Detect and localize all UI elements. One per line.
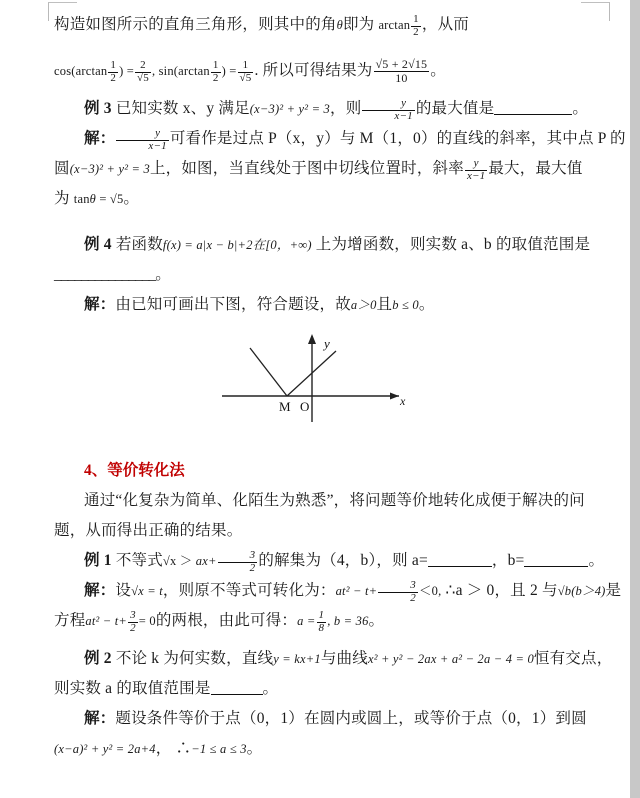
s4-example2-statement-line2 xyxy=(54,674,584,704)
piecewise-absolute-value-graph xyxy=(204,326,434,426)
cos-arctan-expression xyxy=(54,59,254,85)
period-mark: 。 xyxy=(368,612,385,629)
condition-a-positive: a ＞ 0 xyxy=(455,582,495,599)
circle-word: 圆 xyxy=(54,160,70,177)
s4-example1-solution-line2 xyxy=(54,606,584,636)
paragraph-intro-line1 xyxy=(54,10,584,40)
example4-interval: [0，+∞) xyxy=(265,238,312,252)
fraction-numerator: 2 xyxy=(140,59,146,72)
sol-text-d: 是 xyxy=(605,582,622,599)
transformed-inequality xyxy=(335,579,442,605)
solution-label: 解： xyxy=(84,130,116,147)
substitution-equation: √x = t xyxy=(131,584,163,598)
spacer xyxy=(54,40,584,56)
s4-example1-label: 例 1 xyxy=(84,552,112,569)
sqrt-5-value: √5 xyxy=(109,192,124,206)
example3-solution-text-c: 最大，最大值 xyxy=(488,160,583,177)
s4-example2-solution-text: 题设条件等价于点（0，1）在圆内或圆上，或等价于点（0，1）到圆 xyxy=(115,710,587,727)
s4-example1-stem-c: ，b= xyxy=(491,552,525,569)
sqrt-b-condition: √b(b＞4) xyxy=(557,584,606,598)
answer-blank xyxy=(211,694,263,695)
example3-solution-line2 xyxy=(54,154,584,184)
example3-stem-d: 。 xyxy=(572,100,589,117)
fraction-denominator: x−1 xyxy=(466,170,486,183)
example3-label: 例 3 xyxy=(84,100,112,117)
period-mark: 。 xyxy=(430,62,446,79)
fraction-denominator: 2 xyxy=(110,72,117,85)
example3-solution-line3 xyxy=(54,184,584,214)
theta-symbol: θ xyxy=(89,192,96,206)
intro-text-b: 即为 xyxy=(342,16,375,33)
s4-example2-stem-c: 恒有交点， xyxy=(533,650,613,667)
example3-solution-text-b: 上，如图，当直线处于图中切线位置时，斜率 xyxy=(149,160,464,177)
fraction-numerator: 3 xyxy=(130,609,136,622)
equals-2: ) = xyxy=(221,64,237,78)
example4-solution-text-b: 且 xyxy=(376,296,393,313)
solution-label: 解： xyxy=(84,296,116,313)
curve-equation: x² + y² − 2ax + a² − 2a − 4 = 0 xyxy=(367,652,534,666)
example4-stem-a: 若函数 xyxy=(115,236,163,253)
period-mark: 。 xyxy=(588,552,605,569)
intro-text-a: 构造如图所示的直角三角形，则其中的角 xyxy=(54,16,337,33)
fraction-numerator: 1 xyxy=(242,59,249,72)
answer-range: −1 ≤ a ≤ 3 xyxy=(191,742,247,756)
example4-statement-line1 xyxy=(54,230,591,260)
quadratic-lhs: at² − t+ xyxy=(85,614,128,628)
fraction-denominator: 10 xyxy=(374,71,430,85)
line-equation: y = kx+1 xyxy=(273,652,321,666)
s4-example2-statement-line1 xyxy=(54,644,613,674)
fraction-numerator: 1 xyxy=(413,13,419,26)
equation-word: 方程 xyxy=(54,612,86,629)
fraction-denominator: 2 xyxy=(378,592,418,605)
s4-example1-stem-a: 不等式 xyxy=(115,552,163,569)
x-axis-arrow xyxy=(390,393,399,400)
period-mark: 。 xyxy=(123,190,140,207)
example3-statement xyxy=(54,94,589,124)
example4-statement-line2 xyxy=(54,260,584,290)
final-answer-values xyxy=(297,609,369,635)
solution-label: 解： xyxy=(84,582,116,599)
example3-stem-a: 已知实数 x、y 满足 xyxy=(115,100,250,117)
example4-stem-c: 上为增函数，则实数 a、b 的取值范围是 xyxy=(315,236,591,253)
example4-label: 例 4 xyxy=(84,236,112,253)
intro-text-c: ，从而 xyxy=(421,16,469,33)
a-equals: a = xyxy=(297,614,316,628)
fraction-denominator: √5 xyxy=(137,72,149,85)
fraction-numerator: 3 xyxy=(410,579,416,592)
example3-equation: (x−3)² + y² = 3 xyxy=(249,102,330,116)
s4-example1-stem-b: 的解集为（4，b），则 a= xyxy=(258,552,428,569)
theta-symbol: θ xyxy=(336,18,343,32)
fraction-one-half-3 xyxy=(211,60,221,84)
period-mark: 。 xyxy=(418,296,435,313)
equals-sign: = xyxy=(99,192,107,206)
ax-term: ax+ xyxy=(195,554,217,568)
fraction-denominator: 2 xyxy=(212,72,219,85)
fraction-denominator: x−1 xyxy=(116,140,168,153)
paragraph-intro-line2 xyxy=(54,56,584,86)
answer-blank xyxy=(494,114,572,115)
fraction-numerator: 3 xyxy=(249,549,256,562)
example3-circle-equation: (x−3)² + y² = 3 xyxy=(69,162,150,176)
fraction-numerator: y xyxy=(473,157,479,170)
text-boundary-corner-top-right xyxy=(581,2,610,21)
arctan-expression xyxy=(378,13,421,39)
fraction-1-over-8 xyxy=(317,610,327,634)
spacer xyxy=(54,214,584,230)
fraction-final-result xyxy=(374,58,430,84)
circle-standard-equation: (x−a)² + y² = 2a+4 xyxy=(54,742,156,756)
fraction-denominator: √5 xyxy=(239,72,252,85)
example3-solution-line1 xyxy=(54,124,626,154)
sqrt-x: √x xyxy=(162,554,177,568)
fraction-1-over-root5 xyxy=(238,60,254,84)
quadratic-equation xyxy=(85,609,156,635)
equals-1: ) = xyxy=(119,64,134,78)
fraction-numerator: 1 xyxy=(110,59,117,72)
answer-blank-b xyxy=(524,566,588,567)
fraction-numerator: 1 xyxy=(212,59,219,72)
s4-example2-label: 例 2 xyxy=(84,650,112,667)
sol-text-a: 设 xyxy=(115,582,132,599)
section4-paragraph-line2: 题，从而得出正确的结果。 xyxy=(54,522,243,539)
s4-example1-statement xyxy=(54,546,605,576)
inequality-rhs: ＜0, xyxy=(418,584,442,598)
solution-fraction-1 xyxy=(116,128,168,152)
cos-label: cos(arctan xyxy=(54,64,108,78)
s4-example1-inequality xyxy=(162,549,258,575)
fraction-numerator: √5 + 2√15 xyxy=(375,56,428,71)
example4-in-word: 在 xyxy=(252,238,266,252)
tan-label: tan xyxy=(73,192,90,206)
fraction-3-over-2-c xyxy=(128,610,138,634)
example4-condition-a: a＞0 xyxy=(350,298,377,312)
example3-fraction xyxy=(362,98,414,122)
arctan-label: arctan xyxy=(378,18,411,32)
sol-text-c: ，且 2 与 xyxy=(494,582,558,599)
comma-mark: ， xyxy=(155,740,172,757)
fraction-one-half-2 xyxy=(108,60,118,84)
label-y-axis: y xyxy=(324,336,330,351)
spacer xyxy=(54,86,584,94)
s4-example2-stem-d: 则实数 a 的取值范围是 xyxy=(54,680,211,697)
example4-solution xyxy=(54,290,584,320)
example3-stem-c: 的最大值是 xyxy=(415,100,495,117)
graph-left-ray xyxy=(250,348,287,396)
section-heading-4: 4、等价转化法 xyxy=(84,462,185,479)
label-O: O xyxy=(300,399,310,414)
y-axis-arrow xyxy=(308,334,316,344)
solution-label: 解： xyxy=(84,710,116,727)
example4-function: f(x) = a|x − b|+2 xyxy=(162,238,253,252)
therefore-symbol: ∴ xyxy=(445,582,456,599)
example3-solution-text-d: 为 xyxy=(54,190,70,207)
period-mark: 。 xyxy=(155,266,171,283)
fraction-3-over-2-b xyxy=(378,580,418,604)
s4-example1-solution-line1 xyxy=(54,576,622,606)
fraction-numerator: y xyxy=(401,97,407,110)
section4-paragraph-line1: 通过“化复杂为简单、化陌生为熟悉”，将问题等价地转化成便于解决的问 xyxy=(84,492,585,509)
sol-text-b: ，则原不等式可转化为： xyxy=(162,582,336,599)
greater-than-sign: ＞ xyxy=(179,554,193,568)
period-mark: 。 xyxy=(262,680,279,697)
fraction-numerator: y xyxy=(155,127,161,140)
label-M: M xyxy=(279,399,291,414)
result-text: . 所以可得结果为 xyxy=(254,62,373,79)
sin-label: , sin(arctan xyxy=(151,64,210,78)
answer-blank-a xyxy=(428,566,492,567)
quadratic-lhs: at² − t+ xyxy=(335,584,378,598)
example3-solution-text-a: 可看作是过点 P（x，y）与 M（1，0）的直线的斜率，其中点 P 的 xyxy=(169,130,626,147)
solution-fraction-2 xyxy=(465,158,487,182)
quadratic-rhs: = 0 xyxy=(138,614,156,628)
example4-solution-text-a: 由已知可画出下图，符合题设，故 xyxy=(115,296,351,313)
fraction-denominator: 8 xyxy=(318,622,325,635)
b-equals: , b = 36 xyxy=(327,614,369,628)
therefore-symbol: ∴ xyxy=(175,740,192,757)
s4-example2-stem-b: 与曲线 xyxy=(320,650,368,667)
fraction-denominator: 2 xyxy=(413,26,419,39)
fraction-one-half xyxy=(411,14,421,38)
figure-container xyxy=(54,326,584,426)
answer-blank-dashes: _______________ xyxy=(54,266,156,283)
spacer xyxy=(54,636,584,644)
fraction-3-over-2 xyxy=(218,550,258,574)
s4-example2-stem-a: 不论 k 为何实数，直线 xyxy=(115,650,274,667)
s4-example2-solution-line1 xyxy=(54,704,587,734)
spacer xyxy=(54,430,584,456)
example4-condition-b: b ≤ 0 xyxy=(392,298,419,312)
fraction-denominator: x−1 xyxy=(362,110,414,123)
sol2-text-b: 的两根，由此可得： xyxy=(155,612,298,629)
fraction-denominator: 2 xyxy=(130,622,136,635)
tan-theta-expression xyxy=(74,192,124,206)
period-mark: 。 xyxy=(246,740,263,757)
fraction-numerator: 1 xyxy=(318,609,325,622)
label-x-axis: x xyxy=(400,394,406,408)
fraction-2-over-root5 xyxy=(135,60,151,84)
fraction-denominator: 2 xyxy=(218,562,258,575)
example3-stem-b: ，则 xyxy=(330,100,362,117)
s4-example2-solution-line2 xyxy=(54,734,584,764)
